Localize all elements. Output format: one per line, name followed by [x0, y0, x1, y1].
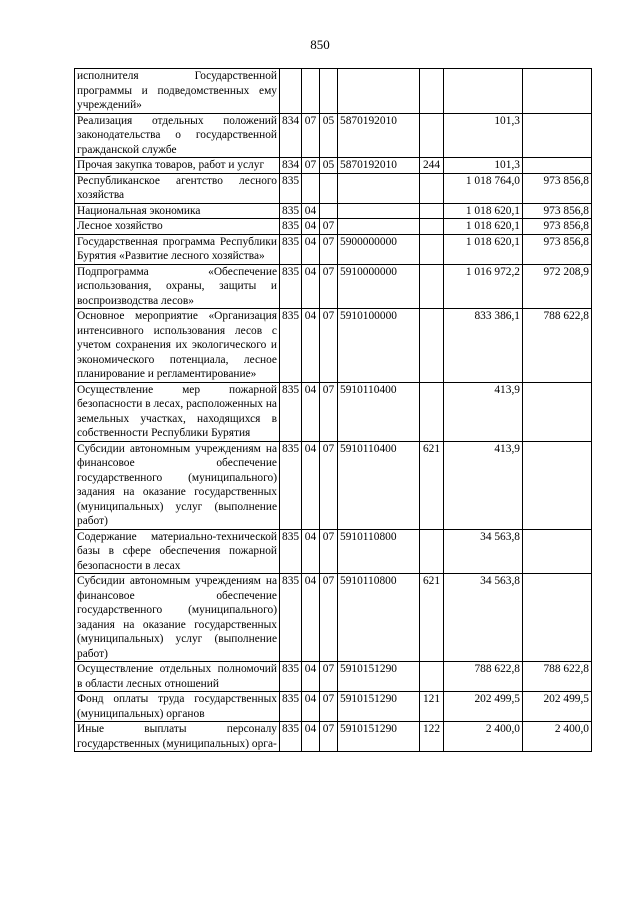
grbs-cell: 835	[280, 309, 302, 383]
amount-cell-1: 833 386,1	[444, 309, 523, 383]
row-name-cell: Лесное хозяйство	[75, 219, 280, 235]
section-cell	[302, 69, 320, 114]
subsection-cell: 07	[320, 234, 338, 264]
row-name-cell: Субсидии автономным учреждениям на финансовое обеспечение государственного (муниципального) задания на оказание государственных (муниципальных) услуг (выполнение работ)	[75, 574, 280, 662]
section-cell: 04	[302, 234, 320, 264]
amount-cell-2: 973 856,8	[523, 203, 592, 219]
expense-type-cell	[420, 264, 444, 309]
target-article-cell: 5870192010	[338, 158, 420, 174]
grbs-cell: 835	[280, 441, 302, 529]
amount-cell-2	[523, 574, 592, 662]
amount-cell-2	[523, 529, 592, 574]
amount-cell-2	[523, 69, 592, 114]
amount-cell-1: 1 018 620,1	[444, 234, 523, 264]
subsection-cell: 07	[320, 441, 338, 529]
section-cell: 07	[302, 113, 320, 158]
row-name-cell: Реализация отдельных положений законодательства о государственной гражданской службе	[75, 113, 280, 158]
table-row	[75, 441, 592, 529]
section-cell: 04	[302, 441, 320, 529]
section-cell: 07	[302, 158, 320, 174]
target-article-cell: 5900000000	[338, 234, 420, 264]
row-name-cell: Национальная экономика	[75, 203, 280, 219]
expense-type-cell	[420, 203, 444, 219]
table-row	[75, 158, 592, 174]
grbs-cell: 835	[280, 264, 302, 309]
amount-cell-1: 2 400,0	[444, 722, 523, 752]
row-name-cell: Прочая закупка товаров, работ и услуг	[75, 158, 280, 174]
amount-cell-1: 34 563,8	[444, 529, 523, 574]
expense-type-cell	[420, 173, 444, 203]
expense-type-cell	[420, 69, 444, 114]
subsection-cell: 07	[320, 692, 338, 722]
subsection-cell	[320, 69, 338, 114]
target-article-cell: 5910151290	[338, 662, 420, 692]
table-row	[75, 309, 592, 383]
section-cell: 04	[302, 309, 320, 383]
expense-type-cell: 621	[420, 574, 444, 662]
grbs-cell	[280, 69, 302, 114]
table-row	[75, 722, 592, 752]
expense-type-cell	[420, 219, 444, 235]
grbs-cell: 835	[280, 382, 302, 441]
page-number: 850	[310, 37, 330, 52]
subsection-cell	[320, 203, 338, 219]
grbs-cell: 834	[280, 158, 302, 174]
subsection-cell	[320, 173, 338, 203]
target-article-cell: 5910151290	[338, 692, 420, 722]
section-cell: 04	[302, 264, 320, 309]
expense-type-cell	[420, 234, 444, 264]
amount-cell-1: 788 622,8	[444, 662, 523, 692]
budget-table-body	[75, 69, 592, 752]
amount-cell-1: 1 018 620,1	[444, 219, 523, 235]
section-cell: 04	[302, 219, 320, 235]
section-cell: 04	[302, 692, 320, 722]
section-cell: 04	[302, 203, 320, 219]
table-row	[75, 662, 592, 692]
amount-cell-2: 973 856,8	[523, 219, 592, 235]
row-name-cell: исполнителя Государственной программы и подведомственных ему учреждений»	[75, 69, 280, 114]
amount-cell-1: 1 016 972,2	[444, 264, 523, 309]
target-article-cell: 5910110400	[338, 441, 420, 529]
amount-cell-2: 202 499,5	[523, 692, 592, 722]
subsection-cell: 07	[320, 382, 338, 441]
section-cell: 04	[302, 382, 320, 441]
table-row	[75, 574, 592, 662]
grbs-cell: 835	[280, 173, 302, 203]
grbs-cell: 835	[280, 574, 302, 662]
row-name-cell: Осуществление отдельных полномочий в области лесных отношений	[75, 662, 280, 692]
subsection-cell: 07	[320, 309, 338, 383]
row-name-cell: Содержание материально-технической базы в сфере обеспечения пожарной безопасности в лесах	[75, 529, 280, 574]
expense-type-cell: 244	[420, 158, 444, 174]
target-article-cell: 5910110800	[338, 574, 420, 662]
expense-type-cell	[420, 529, 444, 574]
amount-cell-1: 202 499,5	[444, 692, 523, 722]
expense-type-cell: 121	[420, 692, 444, 722]
table-row	[75, 69, 592, 114]
grbs-cell: 835	[280, 203, 302, 219]
target-article-cell: 5910110800	[338, 529, 420, 574]
subsection-cell: 07	[320, 574, 338, 662]
target-article-cell	[338, 203, 420, 219]
amount-cell-1: 101,3	[444, 113, 523, 158]
amount-cell-1	[444, 69, 523, 114]
row-name-cell: Государственная программа Республики Бурятия «Развитие лесного хозяйства»	[75, 234, 280, 264]
table-row	[75, 219, 592, 235]
amount-cell-2: 788 622,8	[523, 662, 592, 692]
amount-cell-2: 972 208,9	[523, 264, 592, 309]
row-name-cell: Подпрограмма «Обеспечение использования, охраны, защиты и воспроизводства лесов»	[75, 264, 280, 309]
expense-type-cell	[420, 662, 444, 692]
target-article-cell: 5910100000	[338, 309, 420, 383]
subsection-cell: 05	[320, 113, 338, 158]
section-cell	[302, 173, 320, 203]
amount-cell-1: 1 018 620,1	[444, 203, 523, 219]
amount-cell-1: 34 563,8	[444, 574, 523, 662]
row-name-cell: Фонд оплаты труда государственных (муниципальных) органов	[75, 692, 280, 722]
table-row	[75, 173, 592, 203]
subsection-cell: 07	[320, 722, 338, 752]
section-cell: 04	[302, 662, 320, 692]
grbs-cell: 835	[280, 234, 302, 264]
grbs-cell: 835	[280, 662, 302, 692]
amount-cell-1: 413,9	[444, 441, 523, 529]
target-article-cell: 5910000000	[338, 264, 420, 309]
table-row	[75, 692, 592, 722]
expense-type-cell: 621	[420, 441, 444, 529]
target-article-cell	[338, 69, 420, 114]
subsection-cell: 07	[320, 529, 338, 574]
row-name-cell: Субсидии автономным учреждениям на финансовое обеспечение государственного (муниципального) задания на оказание государственных (муниципальных) услуг (выполнение работ)	[75, 441, 280, 529]
target-article-cell: 5910110400	[338, 382, 420, 441]
amount-cell-1: 413,9	[444, 382, 523, 441]
grbs-cell: 835	[280, 529, 302, 574]
table-row	[75, 264, 592, 309]
expense-type-cell	[420, 113, 444, 158]
grbs-cell: 835	[280, 722, 302, 752]
amount-cell-1: 101,3	[444, 158, 523, 174]
amount-cell-2: 973 856,8	[523, 173, 592, 203]
section-cell: 04	[302, 529, 320, 574]
amount-cell-2	[523, 382, 592, 441]
table-row	[75, 203, 592, 219]
grbs-cell: 835	[280, 692, 302, 722]
amount-cell-2: 973 856,8	[523, 234, 592, 264]
expense-type-cell	[420, 309, 444, 383]
section-cell: 04	[302, 722, 320, 752]
target-article-cell	[338, 219, 420, 235]
target-article-cell	[338, 173, 420, 203]
row-name-cell: Осуществление мер пожарной безопасности в лесах, расположенных на земельных участках, находящихся в собственности Республики Бурятия	[75, 382, 280, 441]
subsection-cell: 07	[320, 662, 338, 692]
table-row	[75, 234, 592, 264]
row-name-cell: Республиканское агентство лесного хозяйства	[75, 173, 280, 203]
target-article-cell: 5870192010	[338, 113, 420, 158]
amount-cell-2: 2 400,0	[523, 722, 592, 752]
section-cell: 04	[302, 574, 320, 662]
amount-cell-2: 788 622,8	[523, 309, 592, 383]
target-article-cell: 5910151290	[338, 722, 420, 752]
table-row	[75, 529, 592, 574]
table-row	[75, 113, 592, 158]
amount-cell-2	[523, 113, 592, 158]
subsection-cell: 07	[320, 219, 338, 235]
amount-cell-1: 1 018 764,0	[444, 173, 523, 203]
row-name-cell: Основное мероприятие «Организация интенсивного использования лесов с учетом сохранения их экологического и экономического потенциала, лесное планирование и регламентирование»	[75, 309, 280, 383]
row-name-cell: Иные выплаты персоналу государственных (муниципальных) орга-	[75, 722, 280, 752]
subsection-cell: 05	[320, 158, 338, 174]
budget-table	[74, 68, 592, 752]
grbs-cell: 834	[280, 113, 302, 158]
grbs-cell: 835	[280, 219, 302, 235]
table-row	[75, 382, 592, 441]
amount-cell-2	[523, 158, 592, 174]
expense-type-cell	[420, 382, 444, 441]
amount-cell-2	[523, 441, 592, 529]
expense-type-cell: 122	[420, 722, 444, 752]
subsection-cell: 07	[320, 264, 338, 309]
